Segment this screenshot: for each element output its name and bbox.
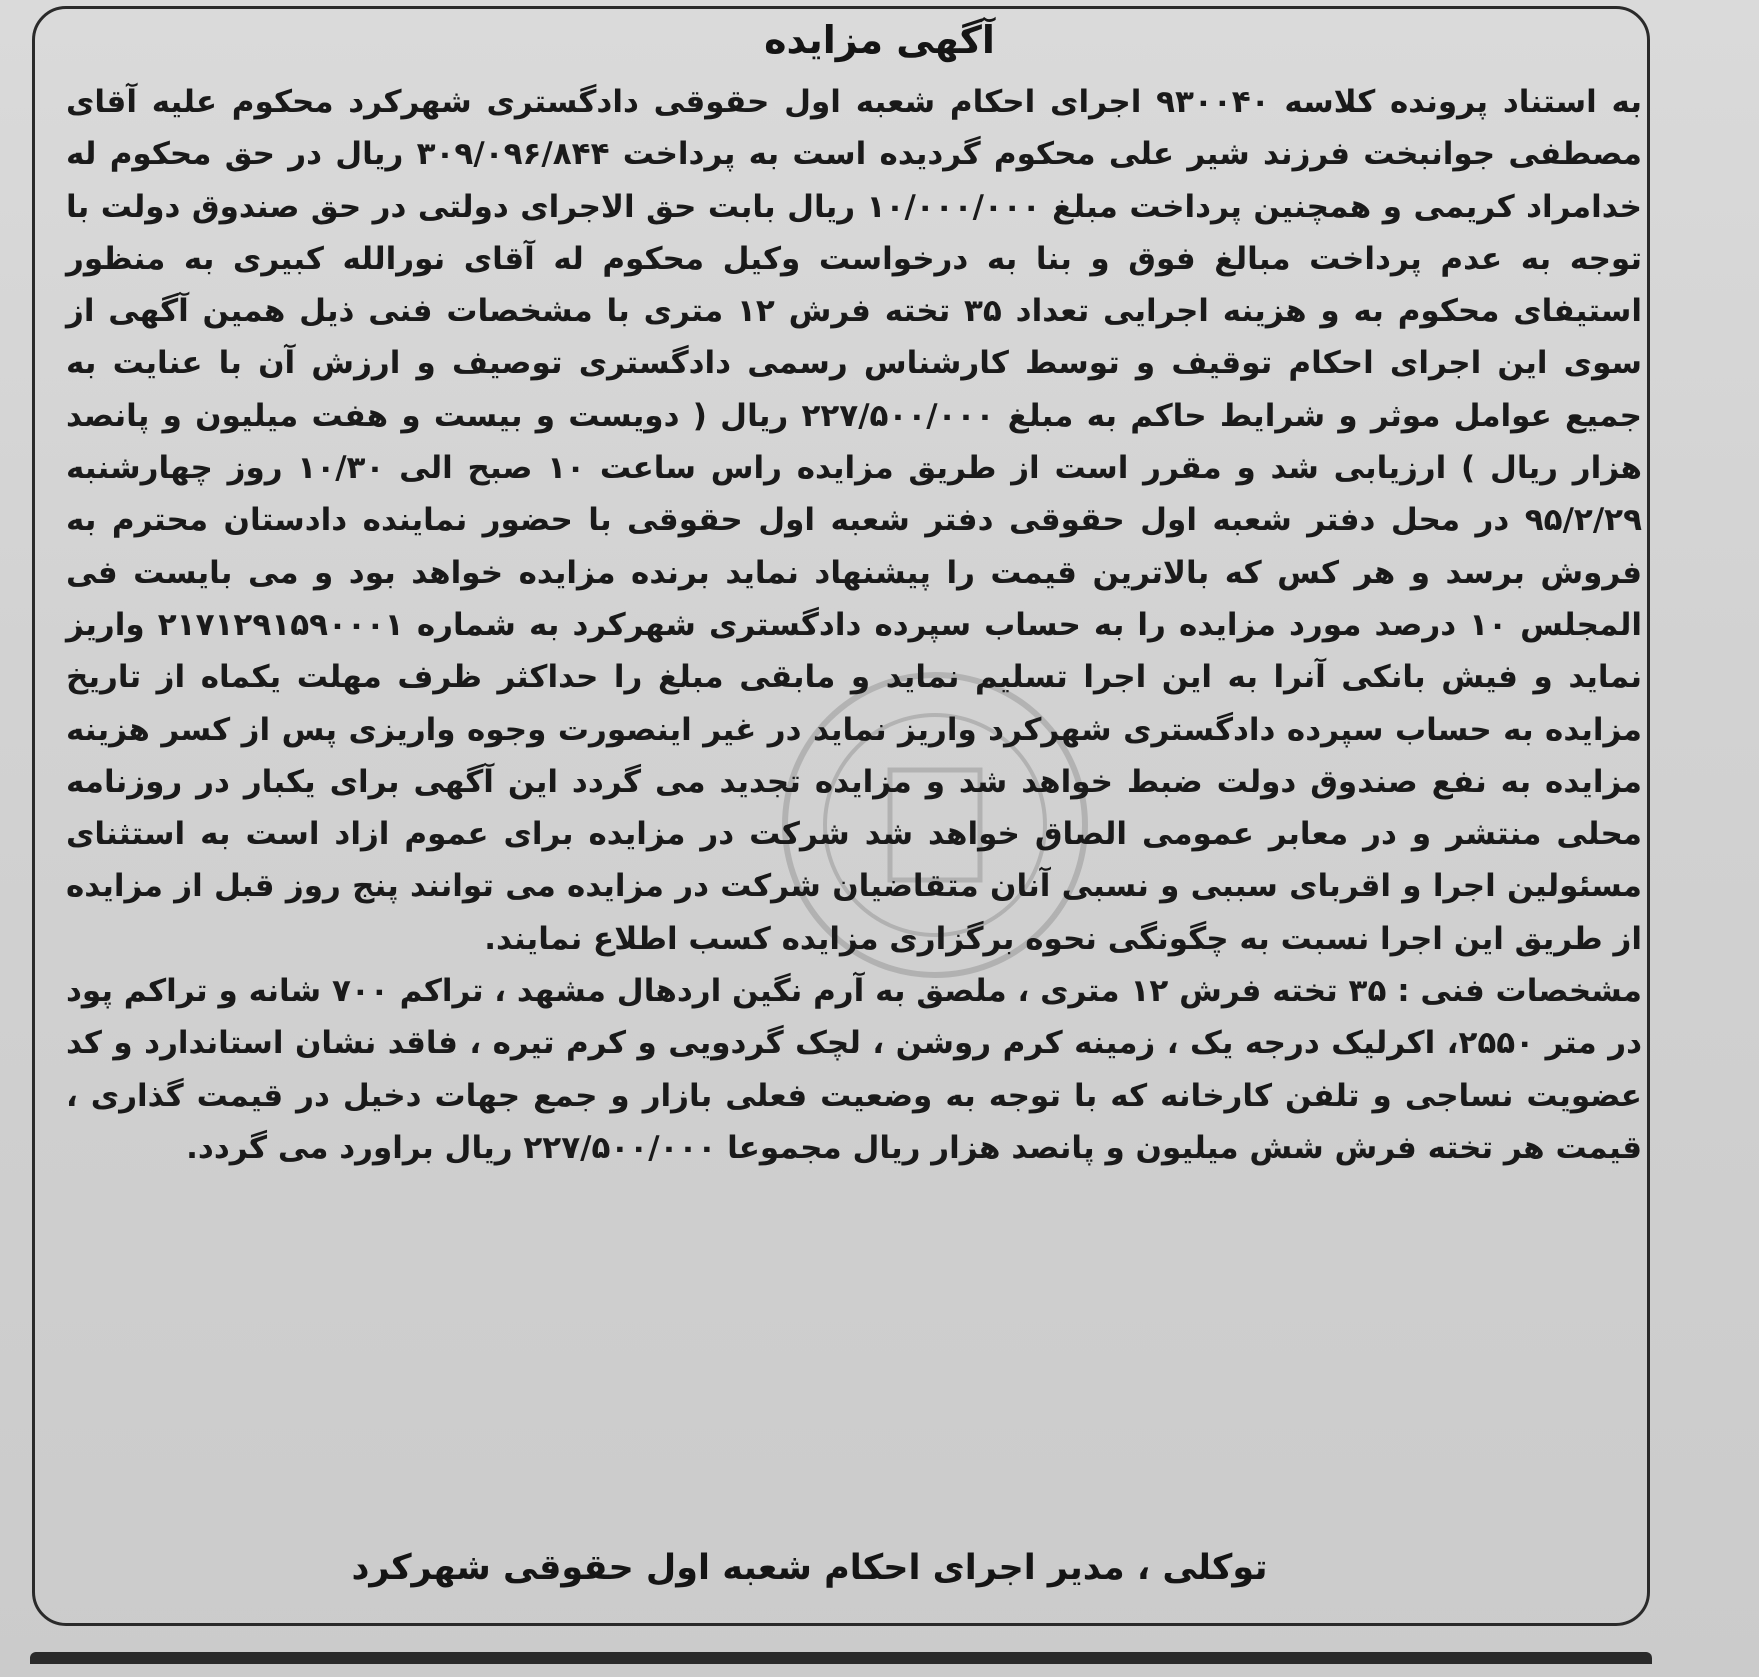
notice-signature: توکلی ، مدیر اجرای احکام شعبه اول حقوقی شهرکرد [351,1548,1268,1588]
notice-title: آگهی مزایده [764,18,995,62]
bottom-divider [30,1652,1652,1664]
notice-main-text: به استناد پرونده کلاسه ۹۳۰۰۴۰ اجرای احکام شعبه اول حقوقی دادگستری شهرکرد محکوم علیه آقای مصطفی جوانبخت فرزند شیر علی محکوم گردیده است به پرداخت ۳۰۹/۰۹۶/۸۴۴ ریال در حق محکوم له خدامراد کریمی و همچنین پرداخت مبلغ ۱۰/۰۰۰/۰۰۰ ریال بابت حق الاجرای دولتی در حق صندوق دولت با توجه به عدم پرداخت مبالغ فوق و بنا به درخواست وکیل محکوم له آقای نورالله کبیری به منظور استیفای محکوم به و هزینه اجرایی تعداد ۳۵ تخته فرش ۱۲ متری با مشخصات فنی ذیل همین آگهی از سوی این اجرای احکام توقیف و توسط کارشناس رسمی دادگستری توصیف و ارزش آن با عنایت به جمیع عوامل موثر و شرایط حاکم به مبلغ ۲۲۷/۵۰۰/۰۰۰ ریال ( دویست و بیست و هفت میلیون و پانصد هزار ریال ) ارزیابی شد و مقرر است از طریق مزایده راس ساعت ۱۰ صبح الی ۱۰/۳۰ روز چهارشنبه ۹۵/۲/۲۹ در محل دفتر شعبه اول حقوقی دفتر شعبه اول حقوقی با حضور نماینده دادستان محترم به فروش برسد و هر کس که بالاترین قیمت را پیشنهاد نماید برنده مزایده خواهد بود و می بایست فی المجلس ۱۰ درصد مورد مزایده را به حساب سپرده دادگستری شهرکرد به شماره ۲۱۷۱۲۹۱۵۹۰۰۰۱ واریز نماید و فیش بانکی آنرا به این اجرا تسلیم نماید و مابقی مبلغ را حداکثر ظرف مهلت یکماه از تاریخ مزایده به حساب سپرده دادگستری شهرکرد واریز نماید در غیر اینصورت وجوه واریزی پس از کسر هزینه مزایده به نفع صندوق دولت ضبط خواهد شد و مزایده تجدید می گردد این آگهی برای یکبار در روزنامه محلی منتشر و در معابر عمومی الصاق خواهد شد شرکت در مزایده برای عموم ازاد است به استثنای مسئولین اجرا و اقربای سببی و نسبی آنان متقاضیان شرکت در مزایده می توانند پنج روز قبل از مزایده از طریق این اجرا نسبت به چگونگی نحوه برگزاری مزایده کسب اطلاع نمایند. [66,84,1642,957]
notice-specifications: مشخصات فنی : ۳۵ تخته فرش ۱۲ متری ، ملصق به آرم نگین اردهال مشهد ، تراکم ۷۰۰ شانه و تراکم پود در متر ۲۵۵۰، اکرلیک درجه یک ، زمینه کرم روشن ، لچک گردویی و کرم تیره ، فاقد نشان استاندارد و کد عضویت نساجی و تلفن کارخانه که با توجه به وضعیت فعلی بازار و جمع جهات دخیل در قیمت گذاری ، قیمت هر تخته فرش شش میلیون و پانصد هزار ریال مجموعا ۲۲۷/۵۰۰/۰۰۰ ریال براورد می گردد. [66,973,1642,1166]
notice-body [66,76,1642,1174]
